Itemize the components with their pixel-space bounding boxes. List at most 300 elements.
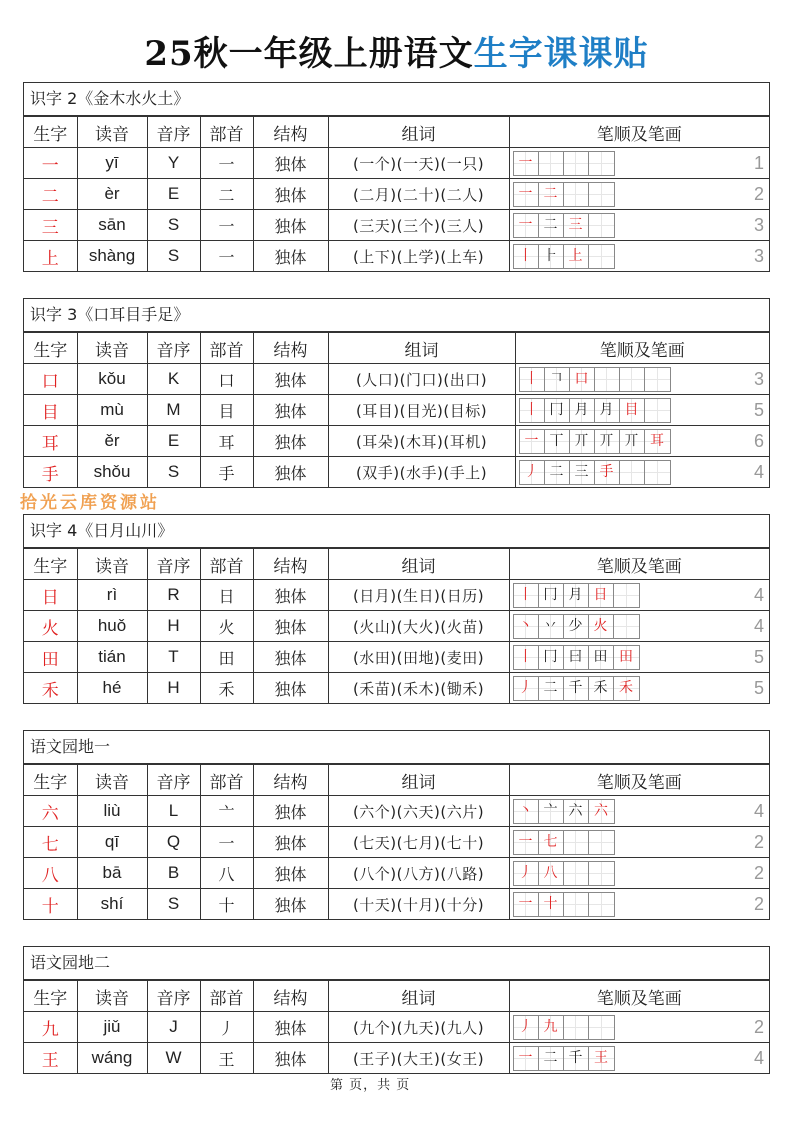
page-footer: 第 页，共 页 <box>330 1078 411 1093</box>
stroke-cell: 火 <box>589 615 614 638</box>
cell-letter: M <box>147 395 200 426</box>
cell-structure: 独体 <box>253 889 328 920</box>
cell-pinyin: rì <box>77 580 147 611</box>
header-row <box>24 117 769 148</box>
stroke-cell <box>589 214 614 237</box>
column-header: 音序 <box>147 117 200 148</box>
stroke-cell: 月 <box>564 584 589 607</box>
stroke-cell: 丿 <box>520 461 545 484</box>
cell-words: (一个)(一天)(一只) <box>328 148 509 179</box>
stroke-cell: 丿 <box>514 862 539 885</box>
column-header: 部首 <box>200 549 253 580</box>
stroke-cell: 丌 <box>570 430 595 453</box>
cell-radical: 目 <box>200 395 253 426</box>
stroke-cell: 千 <box>564 1047 589 1070</box>
stroke-cell: 二 <box>539 214 564 237</box>
column-header: 音序 <box>147 549 200 580</box>
stroke-cell: 冂 <box>539 584 564 607</box>
stroke-cell: 三 <box>570 461 595 484</box>
cell-pinyin: hé <box>77 673 147 704</box>
cell-strokes <box>509 642 769 673</box>
cell-letter: S <box>147 889 200 920</box>
stroke-cell: 二 <box>539 183 564 206</box>
cell-structure: 独体 <box>253 1012 328 1043</box>
cell-pinyin: liù <box>77 796 147 827</box>
cell-strokes <box>509 580 769 611</box>
stroke-count: 2 <box>753 863 764 883</box>
column-header: 部首 <box>200 117 253 148</box>
cell-letter: S <box>147 210 200 241</box>
stroke-cell: 一 <box>514 893 539 916</box>
cell-char: 七 <box>24 827 77 858</box>
stroke-count: 6 <box>753 431 764 451</box>
section-title: 识字 2《金木水火土》 <box>24 83 769 116</box>
stroke-grid <box>513 1046 615 1071</box>
stroke-grid <box>513 892 615 917</box>
cell-words: (六个)(六天)(六片) <box>328 796 509 827</box>
column-header: 部首 <box>200 765 253 796</box>
cell-radical: 丿 <box>200 1012 253 1043</box>
table-row <box>24 796 769 827</box>
column-header: 组词 <box>328 333 515 364</box>
cell-structure: 独体 <box>253 241 328 272</box>
cell-words: (禾苗)(禾木)(锄禾) <box>328 673 509 704</box>
cell-strokes <box>509 148 769 179</box>
stroke-cell <box>620 461 645 484</box>
stroke-grid <box>519 398 671 423</box>
cell-letter: L <box>147 796 200 827</box>
cell-words: (王子)(大王)(女王) <box>328 1043 509 1074</box>
title-accent: 生字课课贴 <box>473 34 649 74</box>
cell-words: (日月)(生日)(日历) <box>328 580 509 611</box>
cell-structure: 独体 <box>253 673 328 704</box>
cell-words: (耳朵)(木耳)(耳机) <box>328 426 515 457</box>
cell-char: 田 <box>24 642 77 673</box>
table-row <box>24 1012 769 1043</box>
stroke-count: 3 <box>753 215 764 235</box>
cell-strokes <box>515 395 769 426</box>
table-row <box>24 642 769 673</box>
cell-structure: 独体 <box>253 1043 328 1074</box>
table-row <box>24 241 769 272</box>
stroke-count: 5 <box>753 400 764 420</box>
cell-letter: S <box>147 241 200 272</box>
header-row <box>24 333 769 364</box>
cell-letter: B <box>147 858 200 889</box>
stroke-grid <box>513 182 615 207</box>
cell-pinyin: sān <box>77 210 147 241</box>
stroke-count: 4 <box>753 462 764 482</box>
cell-structure: 独体 <box>253 796 328 827</box>
cell-letter: E <box>147 179 200 210</box>
stroke-cell: 日 <box>589 584 614 607</box>
stroke-count: 2 <box>753 1017 764 1037</box>
table-row <box>24 148 769 179</box>
cell-words: (九个)(九天)(九人) <box>328 1012 509 1043</box>
cell-radical: 耳 <box>200 426 253 457</box>
cell-structure: 独体 <box>253 395 328 426</box>
stroke-count: 5 <box>753 678 764 698</box>
stroke-cell: 丌 <box>620 430 645 453</box>
cell-pinyin: bā <box>77 858 147 889</box>
cell-structure: 独体 <box>253 426 328 457</box>
cell-radical: 一 <box>200 210 253 241</box>
stroke-cell <box>595 368 620 391</box>
stroke-grid <box>513 583 640 608</box>
cell-words: (人口)(门口)(出口) <box>328 364 515 395</box>
stroke-cell: 一 <box>514 1047 539 1070</box>
cell-words: (火山)(大火)(火苗) <box>328 611 509 642</box>
cell-letter: H <box>147 611 200 642</box>
column-header: 笔顺及笔画 <box>509 549 769 580</box>
stroke-cell: 三 <box>564 214 589 237</box>
stroke-cell: 手 <box>595 461 620 484</box>
stroke-cell: ⺊ <box>539 245 564 268</box>
cell-pinyin: qī <box>77 827 147 858</box>
stroke-cell: 丿 <box>514 1016 539 1039</box>
stroke-cell: 𠃍 <box>545 368 570 391</box>
cell-words: (上下)(上学)(上车) <box>328 241 509 272</box>
section-table <box>23 82 770 272</box>
cell-char: 八 <box>24 858 77 889</box>
cell-structure: 独体 <box>253 642 328 673</box>
column-header: 笔顺及笔画 <box>509 117 769 148</box>
stroke-cell: 千 <box>564 677 589 700</box>
stroke-cell: 丨 <box>514 584 539 607</box>
cell-radical: 口 <box>200 364 253 395</box>
stroke-grid <box>513 645 640 670</box>
stroke-cell: 月 <box>570 399 595 422</box>
cell-letter: Y <box>147 148 200 179</box>
stroke-count: 4 <box>753 801 764 821</box>
column-header: 音序 <box>147 333 200 364</box>
section-title: 识字 3《口耳目手足》 <box>24 299 769 332</box>
cell-char: 三 <box>24 210 77 241</box>
cell-letter: Q <box>147 827 200 858</box>
cell-strokes <box>515 426 769 457</box>
cell-structure: 独体 <box>253 364 328 395</box>
column-header: 组词 <box>328 549 509 580</box>
cell-radical: 亠 <box>200 796 253 827</box>
stroke-cell <box>589 831 614 854</box>
section-table <box>23 946 770 1074</box>
cell-radical: 一 <box>200 827 253 858</box>
stroke-count: 3 <box>753 369 764 389</box>
stroke-cell <box>539 152 564 175</box>
cell-strokes <box>509 827 769 858</box>
stroke-cell <box>589 893 614 916</box>
cell-strokes <box>509 241 769 272</box>
stroke-cell: 月 <box>595 399 620 422</box>
section-title: 识字 4《日月山川》 <box>24 515 769 548</box>
stroke-grid <box>513 1015 615 1040</box>
stroke-cell: 二 <box>545 461 570 484</box>
table-row <box>24 364 769 395</box>
section-table <box>23 730 770 920</box>
stroke-cell: 田 <box>589 646 614 669</box>
stroke-cell: 口 <box>570 368 595 391</box>
cell-structure: 独体 <box>253 457 328 488</box>
cell-strokes <box>509 1043 769 1074</box>
cell-pinyin: shàng <box>77 241 147 272</box>
cell-pinyin: shǒu <box>77 457 147 488</box>
cell-radical: 十 <box>200 889 253 920</box>
stroke-grid <box>513 861 615 886</box>
cell-letter: R <box>147 580 200 611</box>
cell-char: 耳 <box>24 426 77 457</box>
column-header: 生字 <box>24 981 77 1012</box>
stroke-cell: 九 <box>539 1016 564 1039</box>
column-header: 音序 <box>147 981 200 1012</box>
cell-strokes <box>509 796 769 827</box>
header-row <box>24 765 769 796</box>
stroke-cell <box>564 1016 589 1039</box>
column-header: 读音 <box>77 117 147 148</box>
stroke-cell <box>589 152 614 175</box>
column-header: 笔顺及笔画 <box>515 333 769 364</box>
stroke-cell: 一 <box>514 152 539 175</box>
stroke-cell <box>620 368 645 391</box>
stroke-cell: 少 <box>564 615 589 638</box>
page-title <box>0 26 793 75</box>
stroke-cell: 田 <box>614 646 639 669</box>
column-header: 结构 <box>253 981 328 1012</box>
column-header: 读音 <box>77 549 147 580</box>
stroke-cell: 丶 <box>514 615 539 638</box>
cell-structure: 独体 <box>253 148 328 179</box>
stroke-cell: 二 <box>539 1047 564 1070</box>
cell-char: 目 <box>24 395 77 426</box>
column-header: 生字 <box>24 117 77 148</box>
stroke-cell: 一 <box>520 430 545 453</box>
cell-words: (耳目)(目光)(目标) <box>328 395 515 426</box>
column-header: 结构 <box>253 333 328 364</box>
cell-char: 口 <box>24 364 77 395</box>
cell-structure: 独体 <box>253 580 328 611</box>
table-row <box>24 210 769 241</box>
stroke-cell: 十 <box>539 893 564 916</box>
column-header: 音序 <box>147 765 200 796</box>
cell-char: 十 <box>24 889 77 920</box>
stroke-cell <box>564 183 589 206</box>
stroke-cell: 丿 <box>514 677 539 700</box>
stroke-cell: 丶 <box>514 800 539 823</box>
stroke-cell: 冂 <box>545 399 570 422</box>
stroke-cell: 丨 <box>514 646 539 669</box>
column-header: 读音 <box>77 333 147 364</box>
cell-radical: 田 <box>200 642 253 673</box>
column-header: 结构 <box>253 117 328 148</box>
cell-strokes <box>509 210 769 241</box>
stroke-cell: 八 <box>539 862 564 885</box>
section-table <box>23 298 770 488</box>
cell-pinyin: kǒu <box>77 364 147 395</box>
stroke-cell: 丨 <box>520 368 545 391</box>
cell-words: (十天)(十月)(十分) <box>328 889 509 920</box>
stroke-grid <box>513 151 615 176</box>
cell-radical: 手 <box>200 457 253 488</box>
stroke-grid <box>513 213 615 238</box>
stroke-cell: 禾 <box>614 677 639 700</box>
cell-strokes <box>515 364 769 395</box>
cell-radical: 日 <box>200 580 253 611</box>
table-row <box>24 889 769 920</box>
cell-letter: J <box>147 1012 200 1043</box>
table-row <box>24 858 769 889</box>
cell-structure: 独体 <box>253 611 328 642</box>
stroke-cell <box>589 245 614 268</box>
cell-letter: H <box>147 673 200 704</box>
stroke-cell: 王 <box>589 1047 614 1070</box>
stroke-count: 2 <box>753 894 764 914</box>
cell-words: (八个)(八方)(八路) <box>328 858 509 889</box>
stroke-cell <box>645 368 670 391</box>
stroke-cell: 二 <box>539 677 564 700</box>
table-row <box>24 457 769 488</box>
stroke-grid <box>519 460 671 485</box>
table-row <box>24 827 769 858</box>
cell-strokes <box>509 673 769 704</box>
table-row <box>24 580 769 611</box>
column-header: 读音 <box>77 765 147 796</box>
column-header: 组词 <box>328 981 509 1012</box>
stroke-cell: 冂 <box>539 646 564 669</box>
stroke-grid <box>513 676 640 701</box>
cell-char: 王 <box>24 1043 77 1074</box>
cell-structure: 独体 <box>253 858 328 889</box>
stroke-cell: 丨 <box>520 399 545 422</box>
cell-strokes <box>515 457 769 488</box>
stroke-cell: 目 <box>620 399 645 422</box>
table-row <box>24 611 769 642</box>
stroke-cell <box>564 152 589 175</box>
cell-words: (七天)(七月)(七十) <box>328 827 509 858</box>
cell-pinyin: yī <box>77 148 147 179</box>
column-header: 笔顺及笔画 <box>509 765 769 796</box>
column-header: 结构 <box>253 549 328 580</box>
cell-structure: 独体 <box>253 827 328 858</box>
cell-char: 上 <box>24 241 77 272</box>
stroke-grid <box>513 799 615 824</box>
table-row <box>24 179 769 210</box>
stroke-count: 4 <box>753 616 764 636</box>
stroke-cell: 上 <box>564 245 589 268</box>
cell-strokes <box>509 179 769 210</box>
stroke-cell <box>589 1016 614 1039</box>
stroke-cell: 一 <box>514 183 539 206</box>
stroke-cell <box>645 461 670 484</box>
stroke-count: 2 <box>753 832 764 852</box>
stroke-count: 4 <box>753 585 764 605</box>
cell-radical: 八 <box>200 858 253 889</box>
cell-letter: E <box>147 426 200 457</box>
stroke-count: 4 <box>753 1048 764 1068</box>
cell-pinyin: huǒ <box>77 611 147 642</box>
cell-pinyin: èr <box>77 179 147 210</box>
cell-char: 火 <box>24 611 77 642</box>
cell-radical: 一 <box>200 241 253 272</box>
cell-words: (双手)(水手)(手上) <box>328 457 515 488</box>
cell-strokes <box>509 1012 769 1043</box>
stroke-cell <box>564 893 589 916</box>
stroke-cell: 一 <box>514 214 539 237</box>
cell-radical: 王 <box>200 1043 253 1074</box>
watermark: 拾光云库资源站 <box>20 493 160 513</box>
column-header: 部首 <box>200 333 253 364</box>
cell-char: 六 <box>24 796 77 827</box>
header-row <box>24 549 769 580</box>
cell-radical: 二 <box>200 179 253 210</box>
column-header: 生字 <box>24 549 77 580</box>
cell-strokes <box>509 611 769 642</box>
stroke-grid <box>513 244 615 269</box>
cell-pinyin: ěr <box>77 426 147 457</box>
stroke-cell: 六 <box>589 800 614 823</box>
cell-radical: 火 <box>200 611 253 642</box>
cell-words: (三天)(三个)(三人) <box>328 210 509 241</box>
cell-char: 一 <box>24 148 77 179</box>
stroke-cell: 丅 <box>545 430 570 453</box>
table-row <box>24 426 769 457</box>
cell-letter: W <box>147 1043 200 1074</box>
stroke-cell <box>645 399 670 422</box>
table-row <box>24 673 769 704</box>
stroke-cell: 七 <box>539 831 564 854</box>
stroke-cell <box>589 862 614 885</box>
column-header: 组词 <box>328 765 509 796</box>
stroke-count: 1 <box>753 153 764 173</box>
column-header: 生字 <box>24 765 77 796</box>
stroke-cell: 丌 <box>595 430 620 453</box>
section-table <box>23 514 770 704</box>
stroke-cell: 六 <box>564 800 589 823</box>
cell-letter: S <box>147 457 200 488</box>
stroke-grid <box>519 429 671 454</box>
stroke-cell <box>614 615 639 638</box>
column-header: 读音 <box>77 981 147 1012</box>
cell-pinyin: wáng <box>77 1043 147 1074</box>
stroke-grid <box>513 830 615 855</box>
cell-char: 二 <box>24 179 77 210</box>
title-main: 25秋一年级上册语文 <box>144 34 474 74</box>
stroke-cell <box>589 183 614 206</box>
stroke-grid <box>513 614 640 639</box>
header-row <box>24 981 769 1012</box>
stroke-cell <box>614 584 639 607</box>
table-row <box>24 1043 769 1074</box>
stroke-count: 5 <box>753 647 764 667</box>
table-row <box>24 395 769 426</box>
cell-letter: K <box>147 364 200 395</box>
cell-radical: 一 <box>200 148 253 179</box>
stroke-count: 3 <box>753 246 764 266</box>
cell-pinyin: shí <box>77 889 147 920</box>
column-header: 笔顺及笔画 <box>509 981 769 1012</box>
stroke-count: 2 <box>753 184 764 204</box>
cell-radical: 禾 <box>200 673 253 704</box>
cell-char: 九 <box>24 1012 77 1043</box>
stroke-grid <box>519 367 671 392</box>
cell-char: 禾 <box>24 673 77 704</box>
stroke-cell: 亠 <box>539 800 564 823</box>
stroke-cell: 一 <box>514 831 539 854</box>
section-title: 语文园地二 <box>24 947 769 980</box>
cell-words: (水田)(田地)(麦田) <box>328 642 509 673</box>
stroke-cell: 曰 <box>564 646 589 669</box>
section-title: 语文园地一 <box>24 731 769 764</box>
cell-strokes <box>509 858 769 889</box>
column-header: 部首 <box>200 981 253 1012</box>
